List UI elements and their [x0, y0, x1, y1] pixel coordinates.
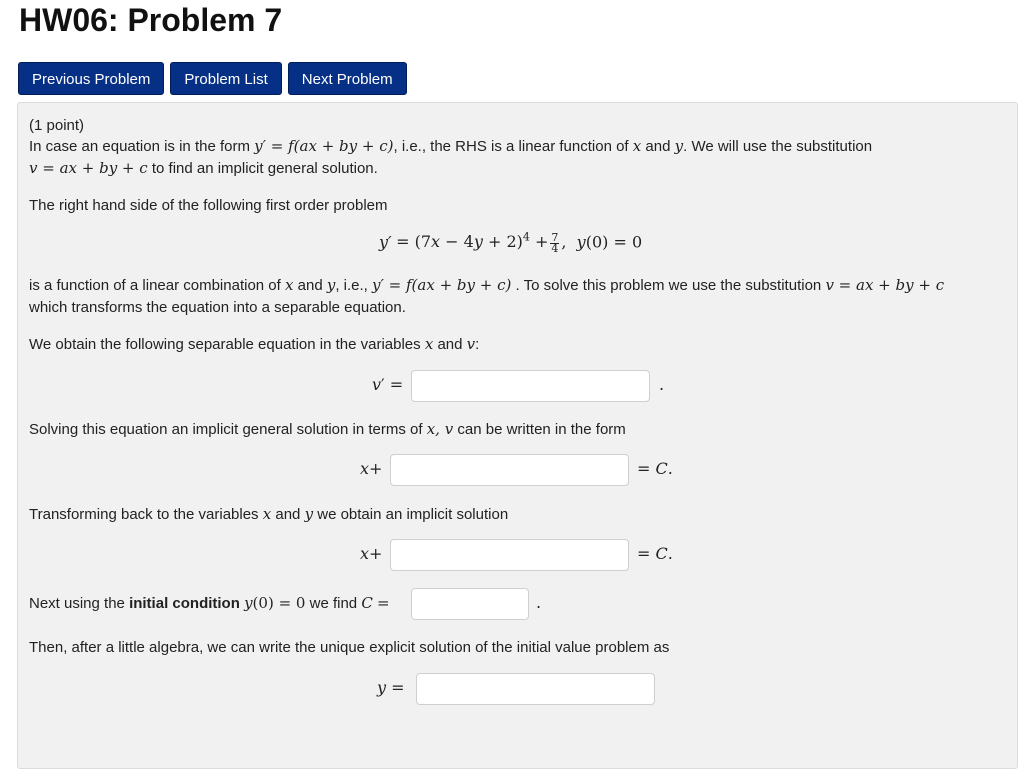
implicit-y-input[interactable]: [390, 539, 629, 571]
solving-text: Solving this equation an implicit general solution in terms of x, v can be written in the form: [29, 420, 626, 438]
transform-text: Transforming back to the variables x and y we obtain an implicit solution: [29, 505, 509, 523]
equals-c-1: = C.: [637, 459, 673, 478]
ode-equation: $y' = (7x - 4y + 2)^4$ + $\frac{7}{4}$ , y(0) = 0: [379, 230, 643, 255]
equals-c-2: = C.: [637, 544, 673, 563]
function-line-2: which transforms the equation into a separable equation.: [29, 299, 406, 316]
x-plus-label-2: x+: [360, 544, 383, 563]
rhs-intro-text: The right hand side of the following first order problem: [29, 197, 388, 214]
implicit-v-input[interactable]: [390, 454, 629, 486]
intro-text-b: , i.e., the RHS is a linear function of: [393, 138, 629, 155]
intro-text-a: In case an equation is in the form: [29, 138, 250, 155]
form-equation: y′ = f(ax + by + c): [254, 137, 394, 155]
function-line-1: is a function of a linear combination of x and y, i.e., y′ = f(ax + by + c) . To solve this problem we use the substitution v = ax + by + c: [29, 276, 945, 294]
points-label: (1 point): [29, 117, 85, 134]
previous-problem-button[interactable]: Previous Problem: [18, 62, 164, 95]
substitution-equation: v = ax + by + c: [29, 159, 148, 177]
period-2: .: [536, 593, 542, 612]
intro-line-2: v = ax + by + c to find an implicit general solution.: [29, 159, 378, 177]
fraction-seven-fourths: $\frac{7}{4}$: [551, 230, 559, 255]
problem-list-button[interactable]: Problem List: [170, 62, 281, 95]
initial-condition-text: Next using the initial condition y(0) = 0 we find C =: [29, 594, 390, 612]
y-solution-input[interactable]: [416, 673, 655, 705]
problem-navigation: [18, 62, 407, 95]
initial-condition-bold: initial condition: [129, 595, 240, 612]
c-value-input[interactable]: [411, 588, 529, 620]
explicit-solution-text: Then, after a little algebra, we can write the unique explicit solution of the initial value problem as: [29, 639, 670, 656]
y-equals-label: y =: [377, 678, 405, 697]
period-1: .: [659, 375, 665, 394]
intro-line-1: In case an equation is in the form y′ = f(ax + by + c), i.e., the RHS is a linear function of x and y. We will use the substitution: [29, 137, 873, 155]
v-prime-input[interactable]: [411, 370, 650, 402]
problem-panel: [17, 102, 1018, 769]
x-plus-label-1: x+: [360, 459, 383, 478]
page-title: HW06: Problem 7: [19, 2, 283, 38]
obtain-text: We obtain the following separable equation in the variables x and v:: [29, 335, 480, 353]
v-prime-label: v′ =: [372, 375, 404, 394]
next-problem-button[interactable]: Next Problem: [288, 62, 407, 95]
